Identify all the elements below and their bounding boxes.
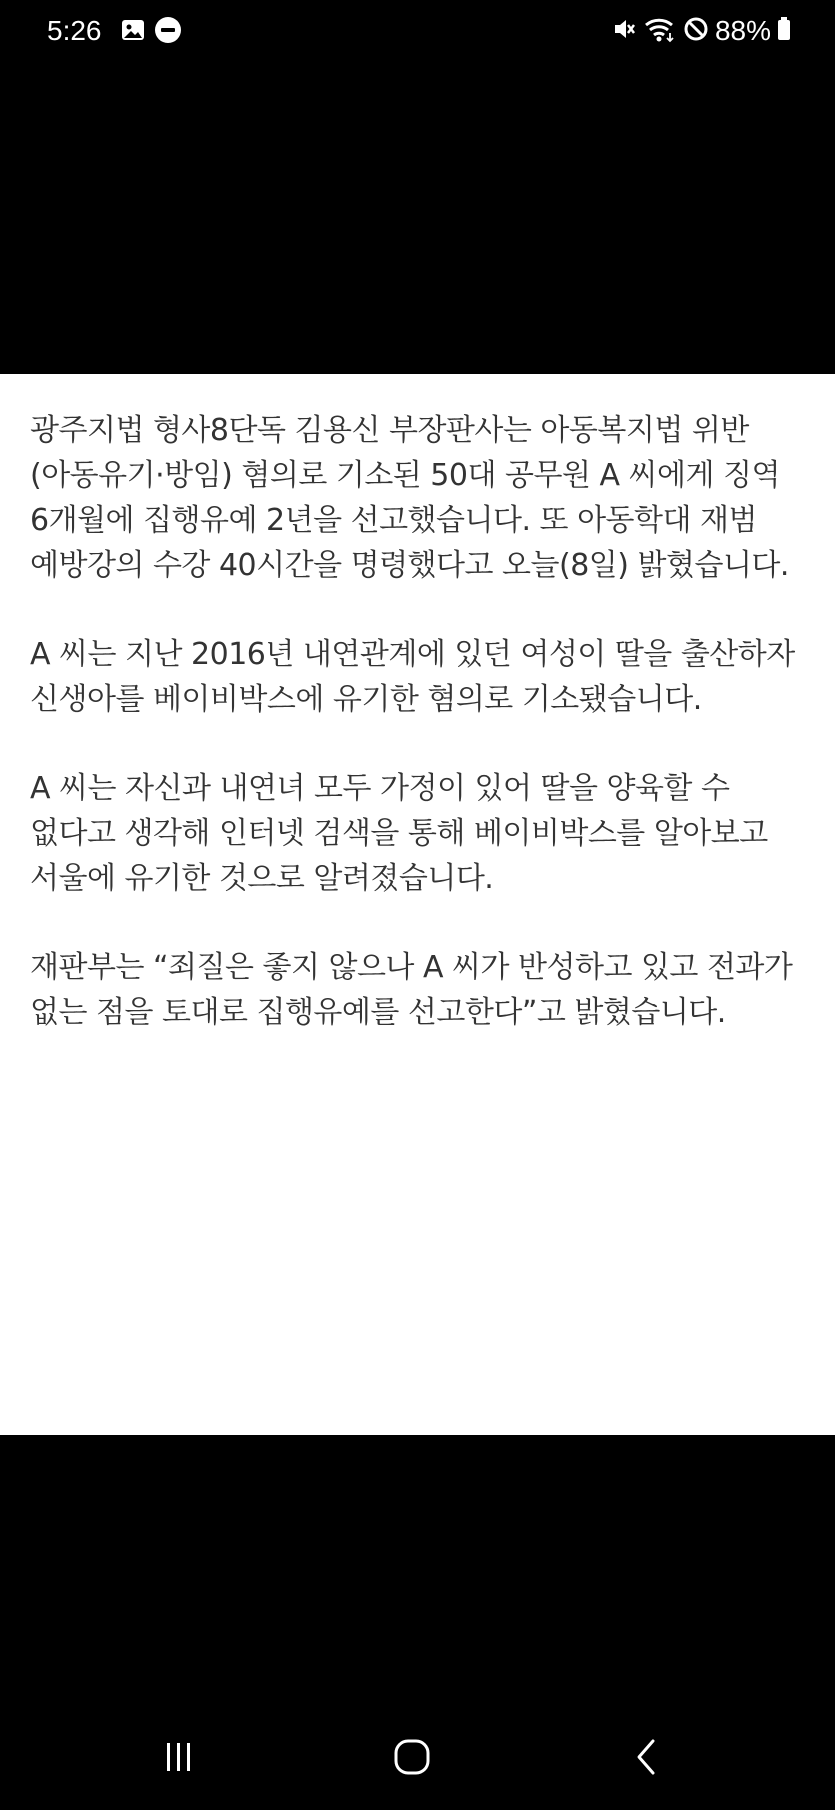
status-bar	[0, 0, 835, 64]
article-paragraph: 광주지법 형사8단독 김용신 부장판사는 아동복지법 위반(아동유기·방임) 혐의로 기소된 50대 공무원 A 씨에게 징역 6개월에 집행유예 2년을 선고했습니다. 또 아동학대 재범 예방강의 수강 40시간을 명령했다고 오늘(8일) 밝혔습니다.	[30, 413, 789, 583]
wifi-icon	[643, 15, 677, 47]
status-time: 5:26	[47, 15, 102, 46]
navigation-bar	[0, 1722, 835, 1792]
article-paragraph: A 씨는 지난 2016년 내연관계에 있던 여성이 딸을 출산하자 신생아를 베이비박스에 유기한 혐의로 기소됐습니다.	[30, 637, 795, 717]
status-right-icons	[611, 14, 791, 48]
home-icon	[390, 1735, 434, 1779]
mute-icon	[611, 16, 637, 46]
blocked-icon	[683, 16, 709, 46]
battery-percentage: 88%	[714, 15, 771, 46]
article-body	[0, 374, 835, 1435]
do-not-disturb-icon	[154, 16, 182, 48]
article-paragraph: A 씨는 자신과 내연녀 모두 가정이 있어 딸을 양육할 수 없다고 생각해 인터넷 검색을 통해 베이비박스를 알아보고 서울에 유기한 것으로 알려졌습니다.	[30, 771, 768, 896]
battery-icon	[777, 16, 791, 46]
status-left-icons	[120, 16, 182, 48]
gallery-icon	[120, 17, 146, 47]
article-paragraph: 재판부는 “죄질은 좋지 않으나 A 씨가 반성하고 있고 전과가 없는 점을 토대로 집행유예를 선고한다”고 밝혔습니다.	[30, 950, 793, 1030]
back-icon	[627, 1737, 667, 1777]
home-button[interactable]	[377, 1722, 447, 1792]
recent-apps-button[interactable]	[144, 1722, 214, 1792]
recent-apps-icon	[159, 1737, 199, 1777]
back-button[interactable]	[612, 1722, 682, 1792]
